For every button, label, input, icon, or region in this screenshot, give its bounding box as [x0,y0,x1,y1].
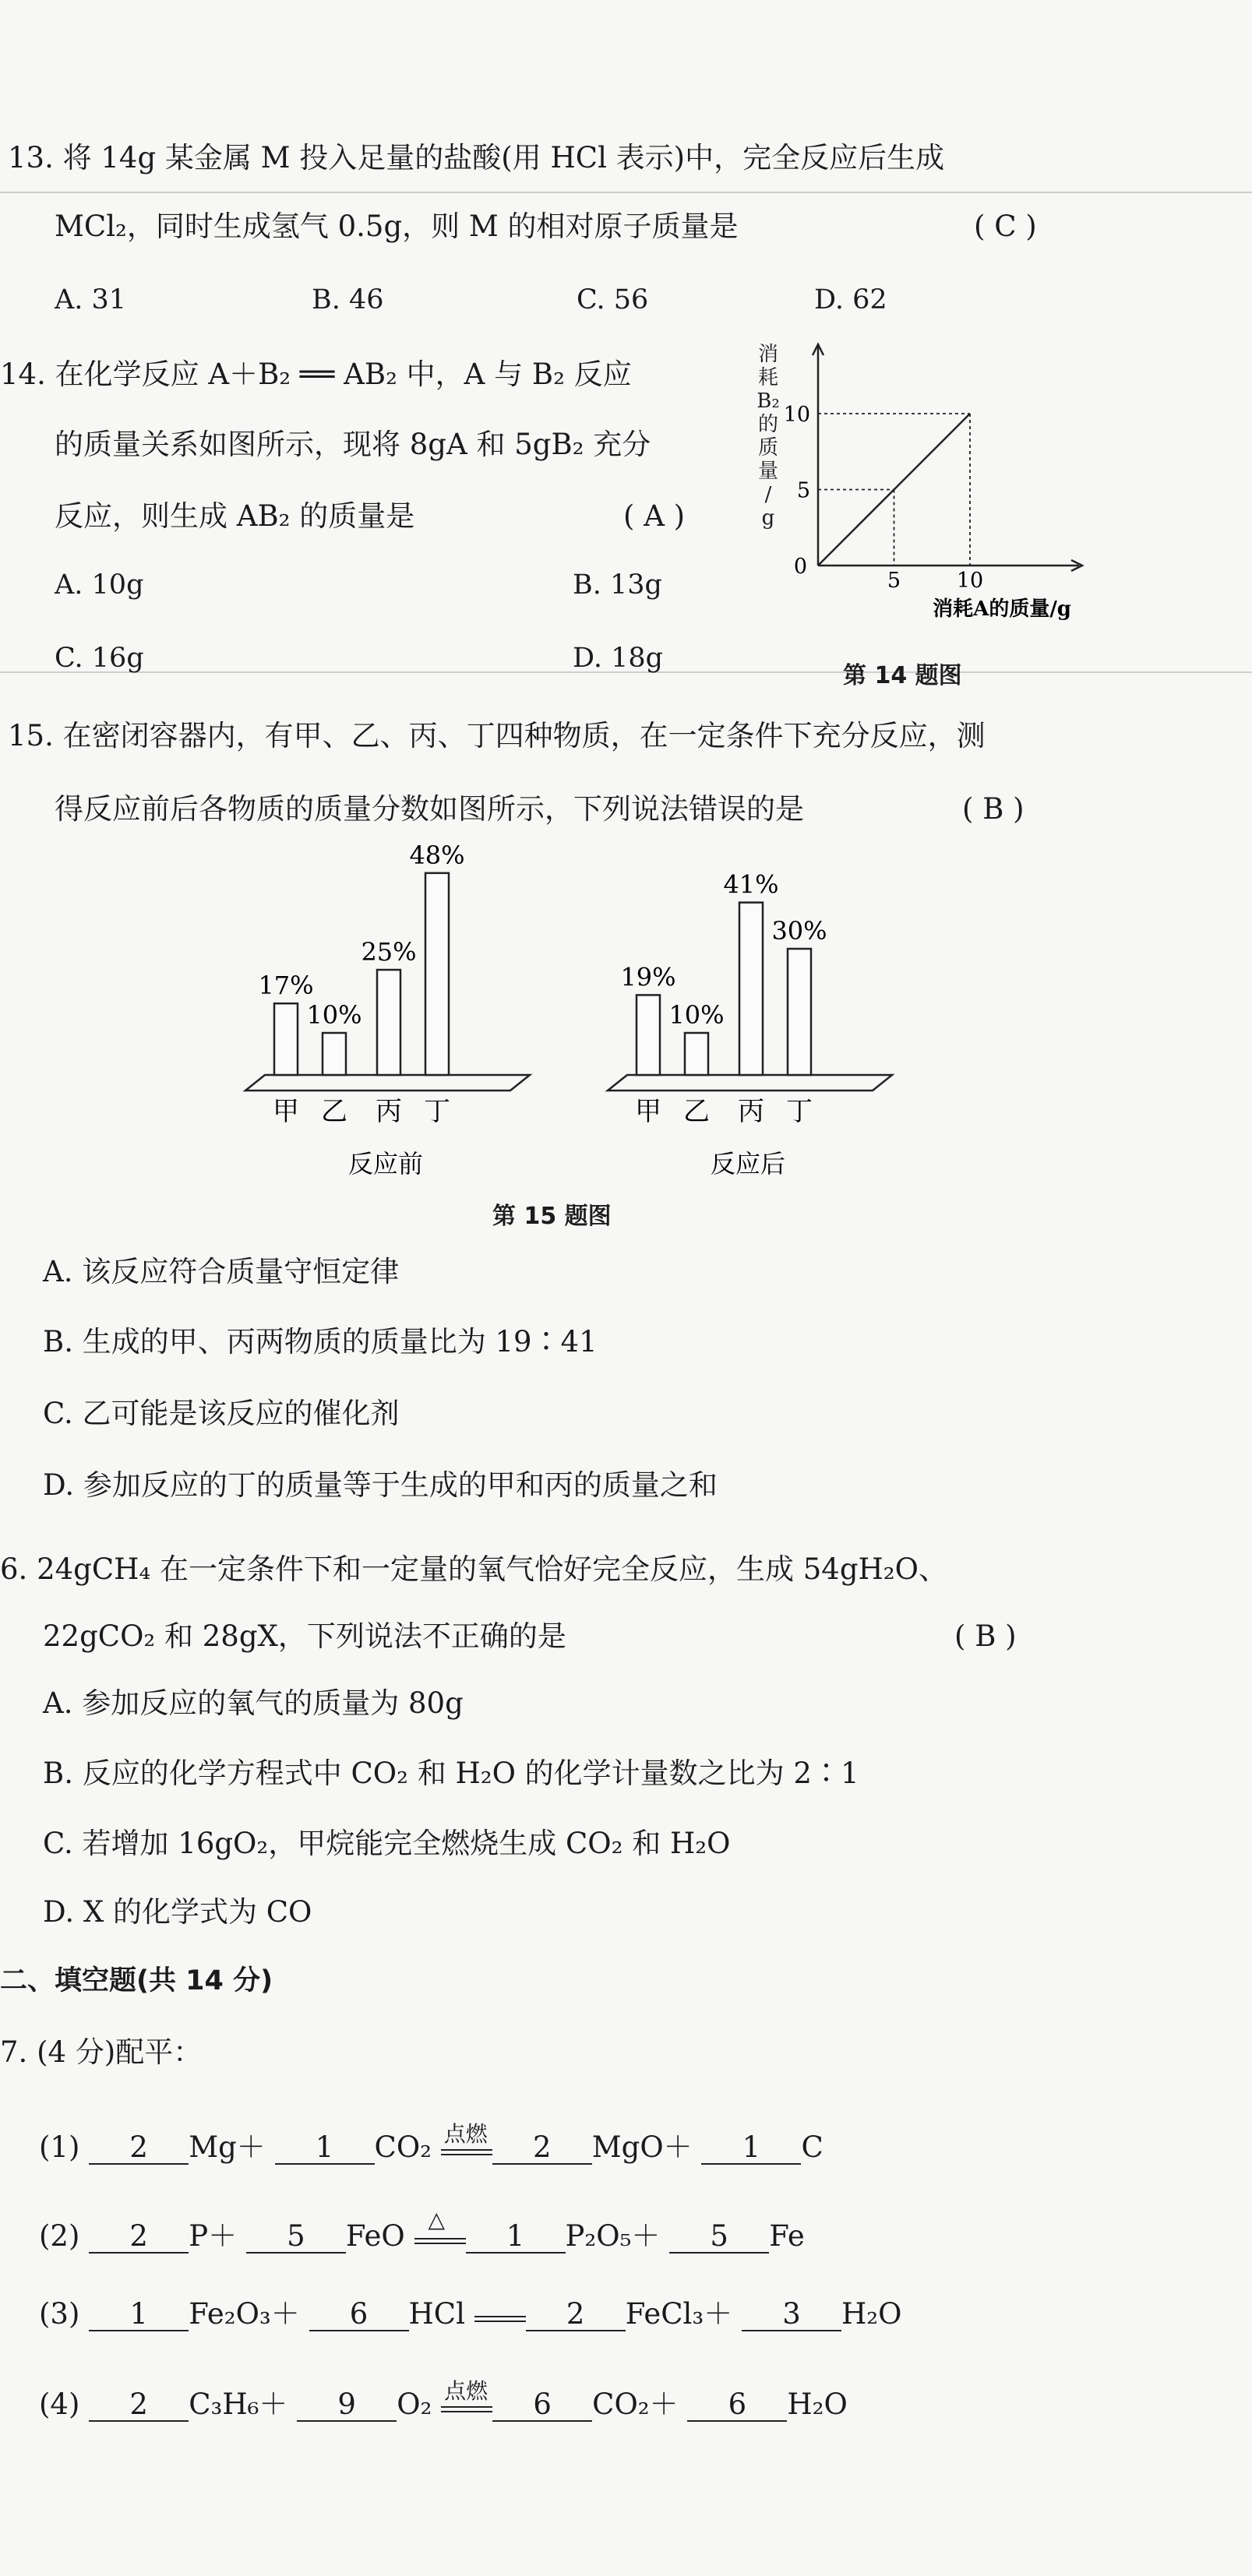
formula: P＋ [189,2219,238,2253]
category-label: 甲 [635,1096,661,1127]
x-tick-label: 10 [956,569,984,593]
blank-coefficient: 1 [89,2299,189,2331]
bar [323,1033,346,1075]
reaction-condition: 点燃 [443,2120,488,2147]
formula: H₂O [787,2387,848,2421]
q14-stem-line1: 14. 在化学反应 A＋B₂ ══ AB₂ 中，A 与 B₂ 反应 [0,358,632,391]
formula: CO₂ [374,2130,432,2164]
eq-number: (2) [39,2219,80,2253]
q17-equation-3 [39,2296,901,2335]
bar [637,995,660,1075]
category-label: 乙 [321,1096,347,1127]
blank-coefficient: 3 [742,2299,841,2331]
page-fold-line [0,192,1252,193]
q13-option-d: D. 62 [814,284,887,315]
formula: FeO [345,2219,405,2253]
blank-coefficient: 2 [89,2221,189,2254]
blank-coefficient: 1 [275,2132,375,2165]
q15-option-b: B. 生成的甲、丙两物质的质量比为 19∶41 [43,1325,598,1358]
q16-stem-line2: 22gCO₂ 和 28gX，下列说法不正确的是 [43,1619,566,1653]
q15-bar-chart-after [596,841,908,1184]
y-tick-label: 5 [796,478,810,503]
blank-coefficient: 1 [701,2132,801,2165]
q15-option-c: C. 乙可能是该反应的催化剂 [43,1397,400,1430]
q16-stem-line1: 6. 24gCH₄ 在一定条件下和一定量的氧气恰好完全反应，生成 54gH₂O、 [0,1552,947,1586]
q14-line-chart [779,335,1091,639]
q14-figure-caption: 第 14 题图 [843,662,962,689]
q15-figure-caption: 第 15 题图 [492,1203,612,1230]
q14-ylabel-char: B₂ [756,389,780,413]
q13-option-b: B. 46 [312,284,384,315]
q15-stem-line1: 15. 在密闭容器内，有甲、乙、丙、丁四种物质，在一定条件下充分反应，测 [8,719,986,752]
data-line [818,414,970,566]
x-tick-label: 5 [887,569,901,593]
q15-option-d: D. 参加反应的丁的质量等于生成的甲和丙的质量之和 [43,1468,718,1502]
bar-base-platform [245,1075,530,1091]
formula: P₂O₅＋ [565,2219,661,2253]
formula: MgO＋ [591,2130,693,2164]
category-label: 丁 [786,1096,813,1127]
chart-title: 反应前 [347,1149,424,1179]
q14-chart-ylabel [754,343,782,530]
q14-ylabel-char: g [761,506,775,530]
blank-coefficient: 5 [669,2221,769,2254]
q14-option-a: A. 10g [55,569,144,601]
q16-option-d: D. X 的化学式为 CO [43,1895,312,1929]
formula: Mg＋ [189,2130,266,2164]
q14-ylabel-char: 消 [757,343,778,366]
blank-coefficient: 6 [309,2299,409,2331]
bar [274,1003,298,1075]
blank-coefficient: 1 [466,2221,566,2254]
category-label: 甲 [273,1096,299,1127]
q15-option-a: A. 该反应符合质量守恒定律 [43,1255,400,1288]
reaction-equals [474,2299,526,2335]
bar-value-label: 17% [258,971,314,1001]
reaction-condition: △ [428,2206,446,2232]
bar [425,873,449,1075]
q13-stem-line2: MCl₂，同时生成氢气 0.5g，则 M 的相对原子质量是 [55,210,739,243]
q14-ylabel-char: 的 [757,413,778,436]
blank-coefficient: 2 [89,2132,189,2165]
blank-coefficient: 6 [687,2389,787,2422]
q14-option-c: C. 16g [55,643,144,674]
q15-answer: ( B ) [962,792,1025,826]
formula: CO₂＋ [592,2387,679,2421]
q16-answer: ( B ) [954,1619,1017,1653]
blank-coefficient: 2 [526,2299,626,2331]
formula: Fe₂O₃＋ [189,2297,300,2331]
reaction-arrow [441,2120,492,2168]
formula: H₂O [841,2297,902,2331]
reaction-arrow [441,2377,492,2425]
formula: O₂ [397,2387,432,2421]
blank-coefficient: 9 [297,2389,397,2422]
q14-stem-line2: 的质量关系如图所示，现将 8gA 和 5gB₂ 充分 [55,428,651,461]
q17-title: 7. (4 分)配平： [0,2035,203,2069]
eq-number: (1) [39,2130,80,2164]
q13-option-c: C. 56 [577,284,649,315]
bar [685,1033,708,1075]
reaction-arrow [414,2206,466,2257]
q17-equation-2 [39,2206,805,2257]
q16-option-c: C. 若增加 16gO₂，甲烷能完全燃烧生成 CO₂ 和 H₂O [43,1827,731,1860]
category-label: 丁 [424,1096,450,1127]
bar-value-label: 10% [668,1000,725,1030]
bar-value-label: 48% [409,841,465,870]
formula: C [801,2130,823,2164]
q13-option-a: A. 31 [55,284,127,315]
q16-option-b: B. 反应的化学方程式中 CO₂ 和 H₂O 的化学计量数之比为 2∶1 [43,1757,859,1790]
formula: C₃H₆＋ [189,2387,288,2421]
q17-equation-1 [39,2120,823,2168]
blank-coefficient: 2 [89,2389,189,2422]
bar-base-platform [608,1075,892,1091]
q14-ylabel-char: 质 [757,436,778,460]
q14-ylabel-char: 量 [757,460,778,483]
blank-coefficient: 6 [492,2389,592,2422]
bar-value-label: 30% [771,916,827,946]
bar [739,903,763,1075]
bar-value-label: 41% [723,869,779,900]
q13-answer: ( C ) [974,210,1037,243]
origin-label: 0 [793,555,807,579]
q17-equation-4 [39,2377,848,2425]
section-title: 二、填空题(共 14 分) [0,1965,273,1996]
bar [377,970,400,1075]
chart-title: 反应后 [710,1149,786,1179]
blank-coefficient: 2 [492,2132,592,2165]
category-label: 乙 [683,1096,710,1127]
formula: HCl [408,2297,465,2331]
bar-value-label: 19% [620,962,676,992]
q14-option-b: B. 13g [573,569,662,601]
q13-stem-line1: 13. 将 14g 某金属 M 投入足量的盐酸(用 HCl 表示)中，完全反应后生成 [8,141,945,174]
q16-option-a: A. 参加反应的氧气的质量为 80g [43,1686,464,1720]
bar-value-label: 25% [361,937,417,967]
formula: Fe [769,2219,805,2253]
category-label: 丙 [738,1096,764,1127]
reaction-condition: 点燃 [444,2377,488,2404]
bar [788,949,811,1075]
x-axis-label: 消耗A的质量/g [933,597,1071,621]
q14-option-d: D. 18g [573,643,664,674]
category-label: 丙 [376,1096,402,1127]
q14-ylabel-char: / [764,483,772,506]
formula: FeCl₃＋ [625,2297,733,2331]
blank-coefficient: 5 [246,2221,346,2254]
q15-stem-line2: 得反应前后各物质的质量分数如图所示，下列说法错误的是 [55,792,804,826]
q15-bar-chart-before [234,841,545,1184]
q14-answer: ( A ) [623,499,686,533]
bar-value-label: 10% [306,1000,362,1030]
eq-number: (3) [39,2297,80,2331]
q14-ylabel-char: 耗 [757,366,778,389]
eq-number: (4) [39,2387,80,2421]
y-tick-label: 10 [783,403,810,427]
q14-stem-line3: 反应，则生成 AB₂ 的质量是 [55,499,415,533]
